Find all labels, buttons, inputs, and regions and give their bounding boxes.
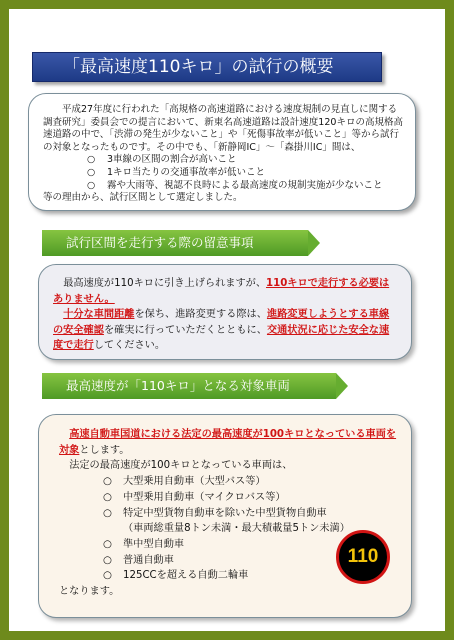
vehicles-lead xyxy=(59,427,401,458)
circle-bullet-icon: ○ xyxy=(103,491,112,503)
caution-emphasis-lane-check: 進路変更しようとする車線の安全確認 xyxy=(53,309,390,336)
vehicles-sub-lead: 法定の最高速度が100キロとなっている車両は、 xyxy=(69,460,293,472)
list-item xyxy=(103,490,401,506)
vehicles-closing: となります。 xyxy=(59,586,120,598)
list-item-text: 中型乗用自動車（マイクロバス等） xyxy=(123,491,286,503)
overview-reasons-list xyxy=(43,154,403,192)
speed-limit-sign-icon xyxy=(336,530,390,584)
list-item-spacer xyxy=(103,521,123,537)
caution-sentence-3: を確実に行っていただくとともに、 xyxy=(103,324,267,336)
circle-bullet-icon: ○ xyxy=(87,166,96,178)
list-item-text: 普通自動車 xyxy=(123,554,174,566)
caution-sentence-4: してください。 xyxy=(93,340,166,351)
list-item-text: 125CCを超える自動二輪車 xyxy=(123,570,249,582)
circle-bullet-icon: ○ xyxy=(103,554,112,566)
page-title: 「最高速度110キロ」の試行の概要 xyxy=(32,52,382,82)
list-item xyxy=(87,180,403,193)
caution-box xyxy=(38,264,412,360)
list-item xyxy=(103,474,401,490)
overview-closing: 等の理由から、試行区間として選定しました。 xyxy=(43,192,243,204)
list-item xyxy=(87,154,403,167)
circle-bullet-icon: ○ xyxy=(103,538,112,550)
overview-box xyxy=(28,93,416,211)
circle-bullet-icon: ○ xyxy=(103,507,112,519)
list-item-text: 霧や大雨等、視認不良時による最高速度の規制実施が少ないこと xyxy=(107,179,383,191)
list-item-text: （車両総重量8トン未満・最大積載量5トン未満） xyxy=(123,523,350,535)
caution-emphasis-no-need: 110キロで走行する必要はありません。 xyxy=(53,278,390,305)
circle-bullet-icon: ○ xyxy=(87,179,96,191)
speed-limit-value: 110 xyxy=(347,546,379,567)
caution-text-2 xyxy=(53,307,399,354)
circle-bullet-icon: ○ xyxy=(87,154,96,166)
list-item-text: 特定中型貨物自動車を除いた中型貨物自動車 xyxy=(123,507,327,519)
vehicles-box xyxy=(38,414,412,618)
caution-emphasis-safe-speed: 交通状況に応じた安全な速度で走行 xyxy=(53,324,390,351)
caution-sentence-1: 最高速度が110キロに引き上げられますが、 xyxy=(63,278,267,289)
caution-sentence-2: を保ち、進路変更する際は、 xyxy=(134,309,267,320)
circle-bullet-icon: ○ xyxy=(103,570,112,582)
caution-emphasis-distance: 十分な車間距離 xyxy=(63,309,135,320)
list-item xyxy=(103,506,401,522)
list-item-text: 準中型自動車 xyxy=(123,538,185,550)
list-item xyxy=(87,167,403,180)
caution-heading: 試行区間を走行する際の留意事項 xyxy=(42,230,308,256)
circle-bullet-icon: ○ xyxy=(103,476,112,488)
vehicles-heading: 最高速度が「110キロ」となる対象車両 xyxy=(42,373,336,399)
list-item-text: 1キロ当たりの交通事故率が低いこと xyxy=(107,166,266,178)
list-item-text: 大型乗用自動車（大型バス等） xyxy=(123,476,266,488)
vehicles-emphasis-target: 高速自動車国道における法定の最高速度が100キロとなっている車両を対象 xyxy=(59,429,397,456)
overview-intro: 平成27年度に行われた「高規格の高速道路における速度規制の見直しに関する調査研究」委員会での提言において、新東名高速道路は設計速度120キロの高規格高速道路の中で、「渋滞の発生が少ないこと」や「死傷事故率が低いこと」等から試行の対象となったものです。その中でも、「新静岡IC」～「森掛川IC」間は、 xyxy=(43,104,403,153)
vehicles-lead-end: とします。 xyxy=(79,444,130,456)
caution-text xyxy=(53,276,399,307)
list-item-text: 3車線の区間の割合が高いこと xyxy=(107,154,237,166)
